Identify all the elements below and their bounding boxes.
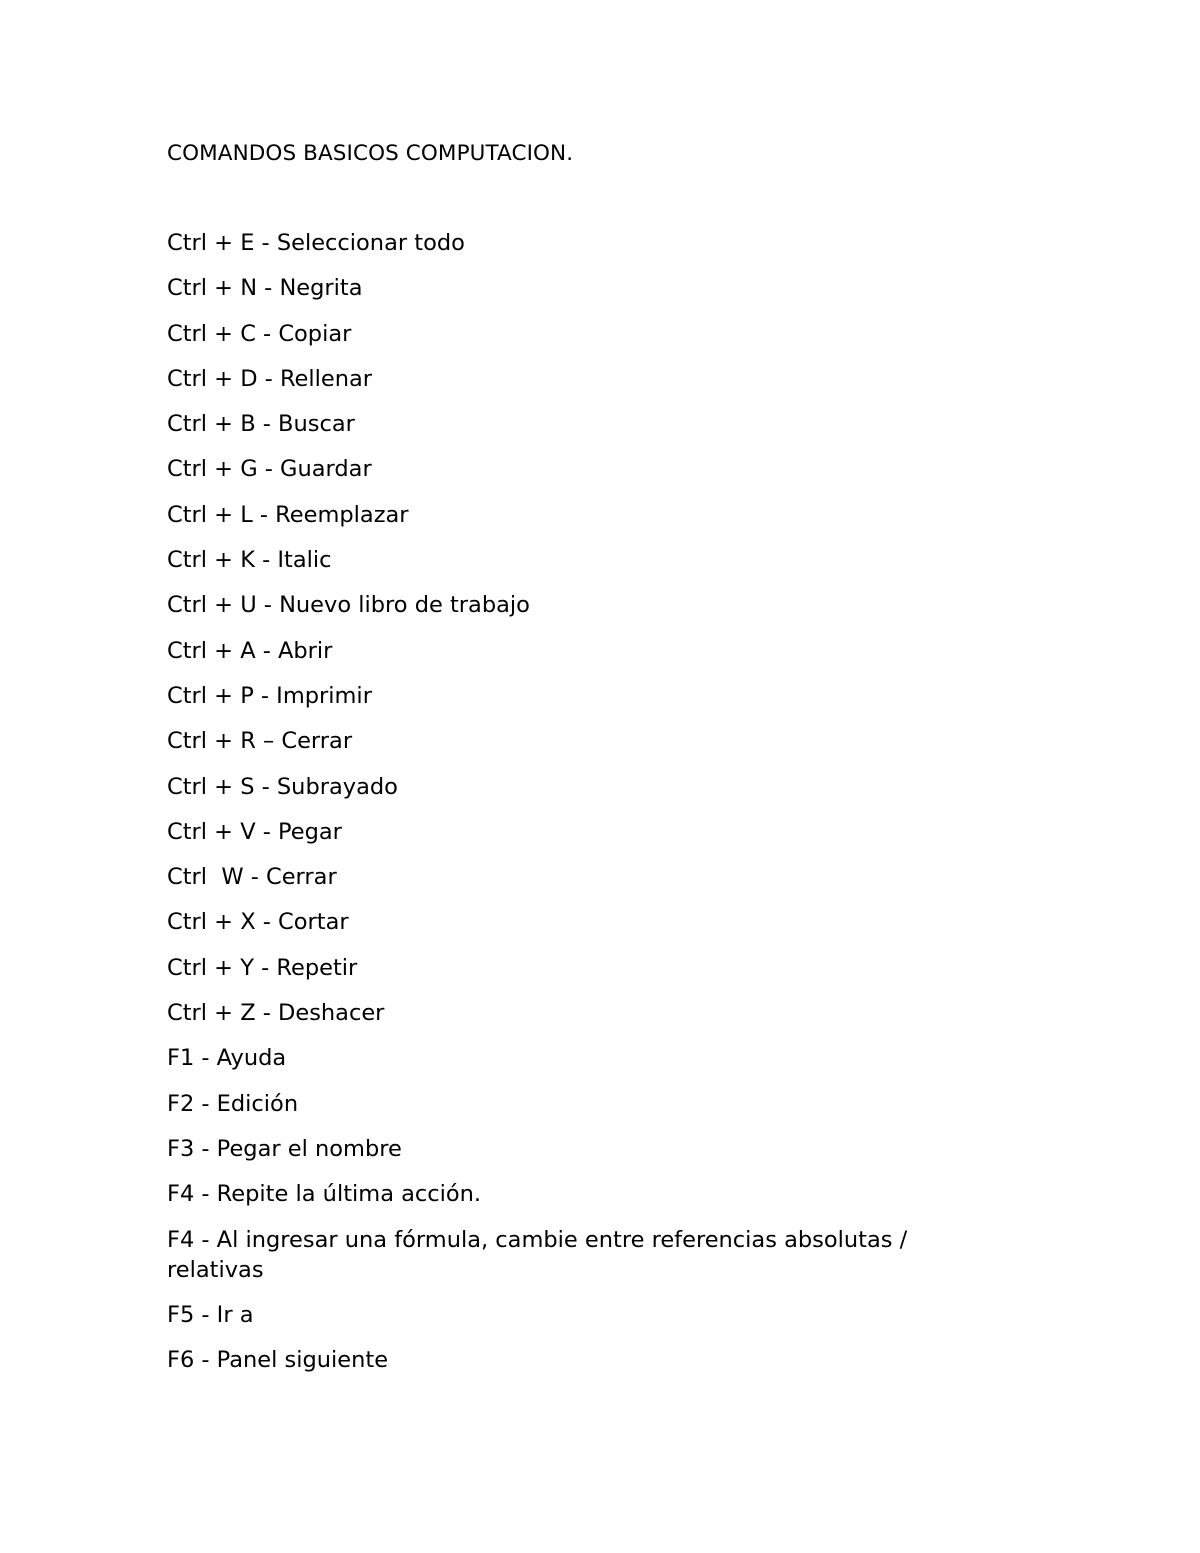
list-item: Ctrl + G - Guardar [167,456,372,483]
list-item: Ctrl + P - Imprimir [167,682,372,709]
list-item: F1 - Ayuda [167,1045,287,1072]
list-item: Ctrl + C - Copiar [167,320,352,347]
list-item: F6 - Panel siguiente [167,1347,389,1374]
list-item: Ctrl W - Cerrar [167,864,337,891]
list-item: F5 - Ir a [167,1301,254,1328]
shortcut-list [167,228,967,1390]
list-item: Ctrl + E - Seleccionar todo [167,230,465,256]
list-item: Ctrl + X - Cortar [167,909,349,936]
list-item: Ctrl + Y - Repetir [167,954,358,981]
list-item: Ctrl + K - Italic [167,547,332,574]
list-item: Ctrl + R – Cerrar [167,728,353,755]
list-item: F4 - Repite la última acción. [167,1181,482,1208]
list-item: Ctrl + S - Subrayado [167,773,398,800]
document-title: COMANDOS BASICOS COMPUTACION. [167,141,574,166]
list-item: Ctrl + U - Nuevo libro de trabajo [167,592,530,619]
list-item: Ctrl + A - Abrir [167,637,333,664]
list-item: F3 - Pegar el nombre [167,1135,402,1162]
list-item: Ctrl + V - Pegar [167,818,342,845]
list-item: Ctrl + Z - Deshacer [167,1000,385,1027]
list-item: F2 - Edición [167,1090,299,1117]
list-item: Ctrl + N - Negrita [167,275,363,302]
list-item: Ctrl + B - Buscar [167,411,355,438]
list-item: Ctrl + D - Rellenar [167,365,373,392]
list-item: F4 - Al ingresar una fórmula, cambie entre referencias absolutas / relativas [167,1226,908,1283]
list-item: Ctrl + L - Reemplazar [167,501,409,528]
